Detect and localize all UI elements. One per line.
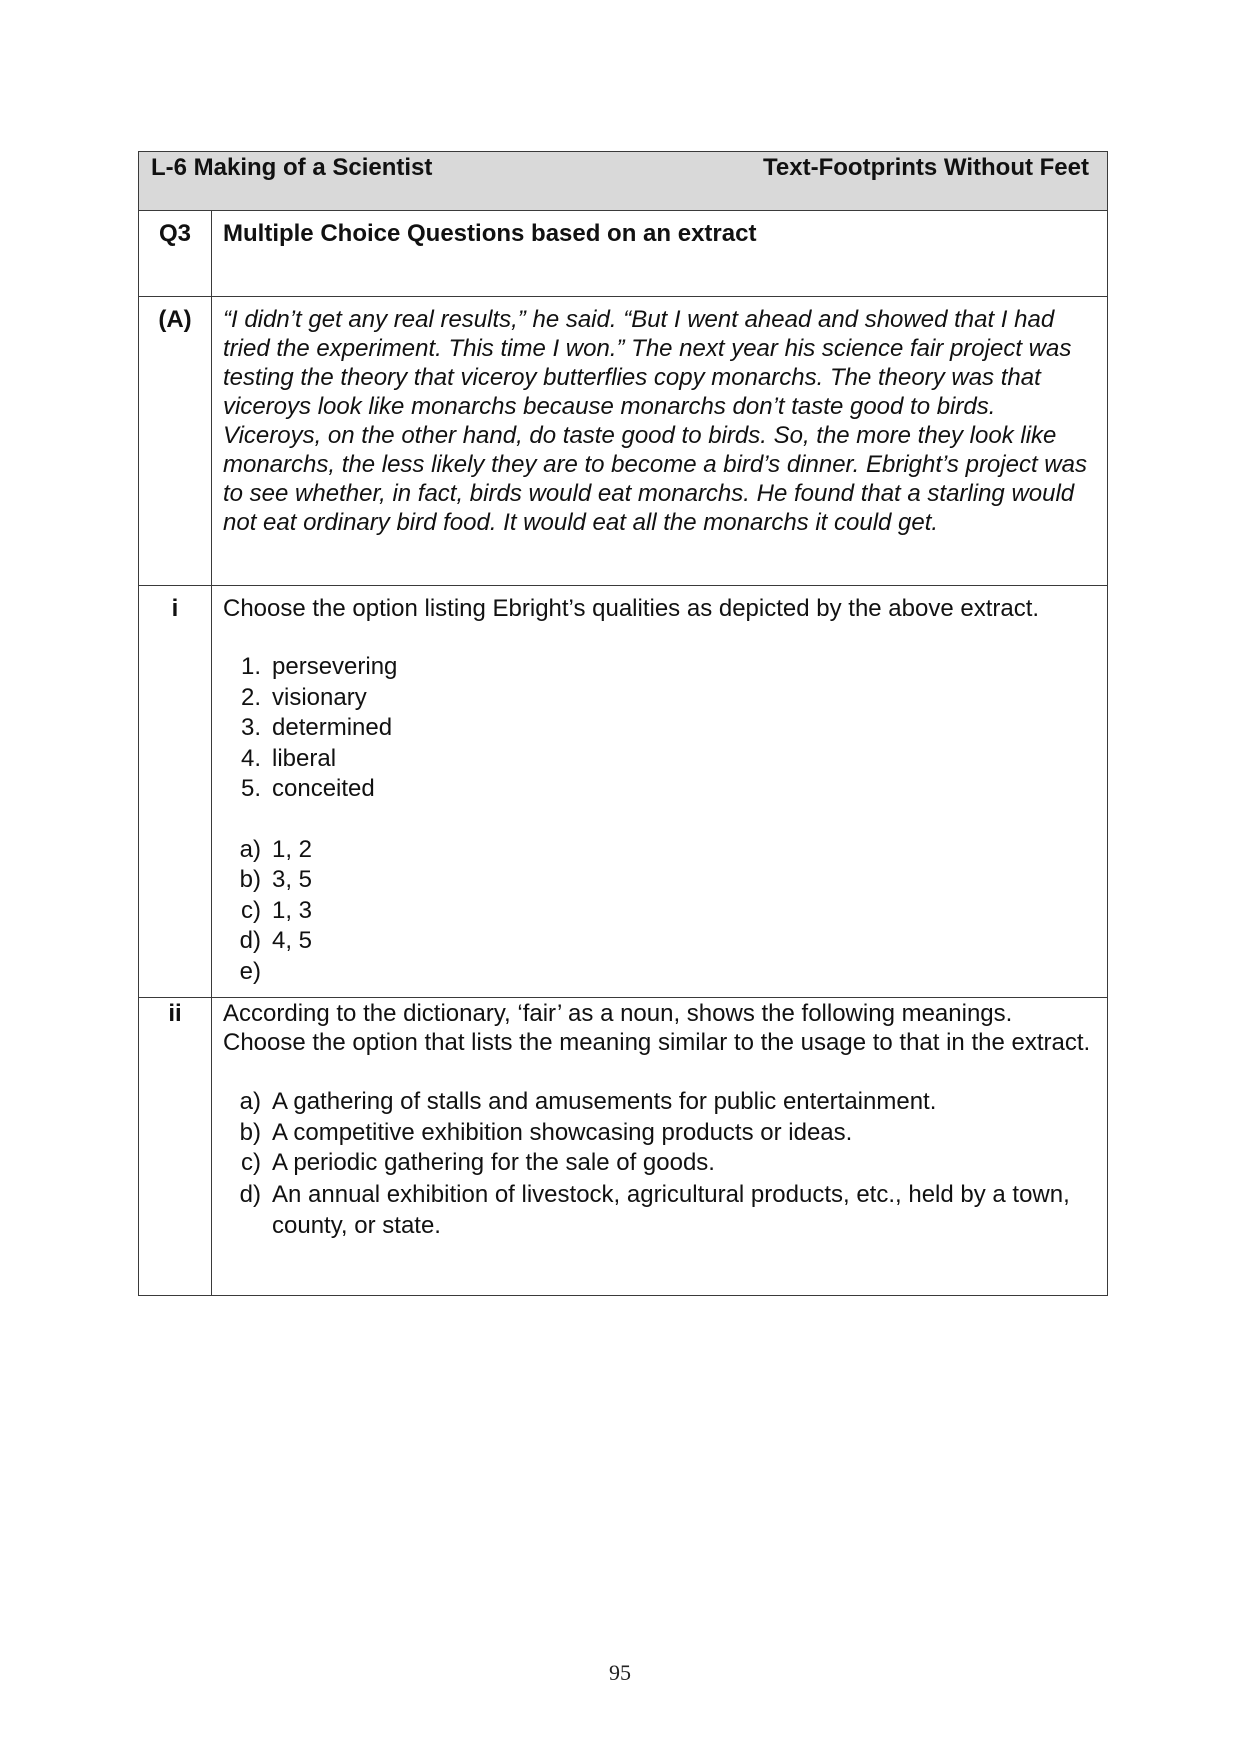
question-number: Q3: [139, 211, 212, 297]
text-title: Text-Footprints Without Feet: [763, 154, 1089, 181]
question-ii-row: [139, 998, 1108, 1296]
extract-label: (A): [139, 297, 212, 586]
option-item: a) A gathering of stalls and amusements for public entertainment.: [239, 1088, 937, 1115]
question-ii-prompt: According to the dictionary, ‘fair’ as a noun, shows the following meanings. Choose the option that lists the meaning similar to the usage to that in the extract.: [223, 1000, 1091, 1056]
question-ii-body: [212, 998, 1108, 1296]
page-number: 95: [609, 1660, 631, 1685]
header-cell: [139, 152, 1108, 211]
question-heading: Multiple Choice Questions based on an extract: [212, 211, 1108, 297]
option-item: b) 3, 5: [239, 866, 313, 893]
question-i-row: [139, 586, 1108, 998]
quality-item: 2. visionary: [240, 683, 367, 711]
question-i-label: i: [139, 586, 212, 998]
quality-item: 5. conceited: [240, 775, 375, 802]
option-item: c) 1, 3: [241, 896, 313, 924]
option-item: c) A periodic gathering for the sale of goods.: [241, 1149, 715, 1176]
question-i-options: [223, 835, 1095, 988]
question-ii-options: [223, 1087, 1095, 1241]
header-row: [139, 152, 1108, 211]
option-item: a) 1, 2: [239, 835, 313, 863]
extract-text: “I didn’t get any real results,” he said. “But I went ahead and showed that I had tried the experiment. This time I won.” The next year his science fair project was testing the theory that viceroy butterflies copy monarchs. The theory was that viceroys look like monarchs because monarchs don’t taste good to birds. Viceroys, on the other hand, do taste good to birds. So, the more they look like monarchs, the less likely they are to become a bird’s dinner. Ebright’s project was to see whether, in fact, birds would eat monarchs. He found that a starling would not eat ordinary bird food. It would eat all the monarchs it could get.: [212, 297, 1108, 586]
lesson-title: L-6 Making of a Scientist: [151, 154, 433, 181]
question-i-prompt: Choose the option listing Ebright’s qualities as depicted by the above extract.: [223, 595, 1040, 622]
question-heading-row: [139, 211, 1108, 297]
option-item: b) A competitive exhibition showcasing products or ideas.: [239, 1118, 853, 1146]
worksheet-table: [138, 151, 1108, 1296]
quality-item: 3. determined: [240, 714, 393, 741]
question-i-body: [212, 586, 1108, 998]
quality-item: 1. persevering: [240, 653, 398, 680]
extract-row: [139, 297, 1108, 586]
option-item: e): [239, 957, 261, 985]
option-item: d) An annual exhibition of livestock, agricultural products, etc., held by a town, county, or state.: [239, 1180, 1070, 1239]
question-ii-label: ii: [139, 998, 212, 1296]
quality-item: 4. liberal: [240, 744, 337, 772]
option-item: d) 4, 5: [239, 927, 313, 954]
qualities-list: [223, 652, 1095, 805]
